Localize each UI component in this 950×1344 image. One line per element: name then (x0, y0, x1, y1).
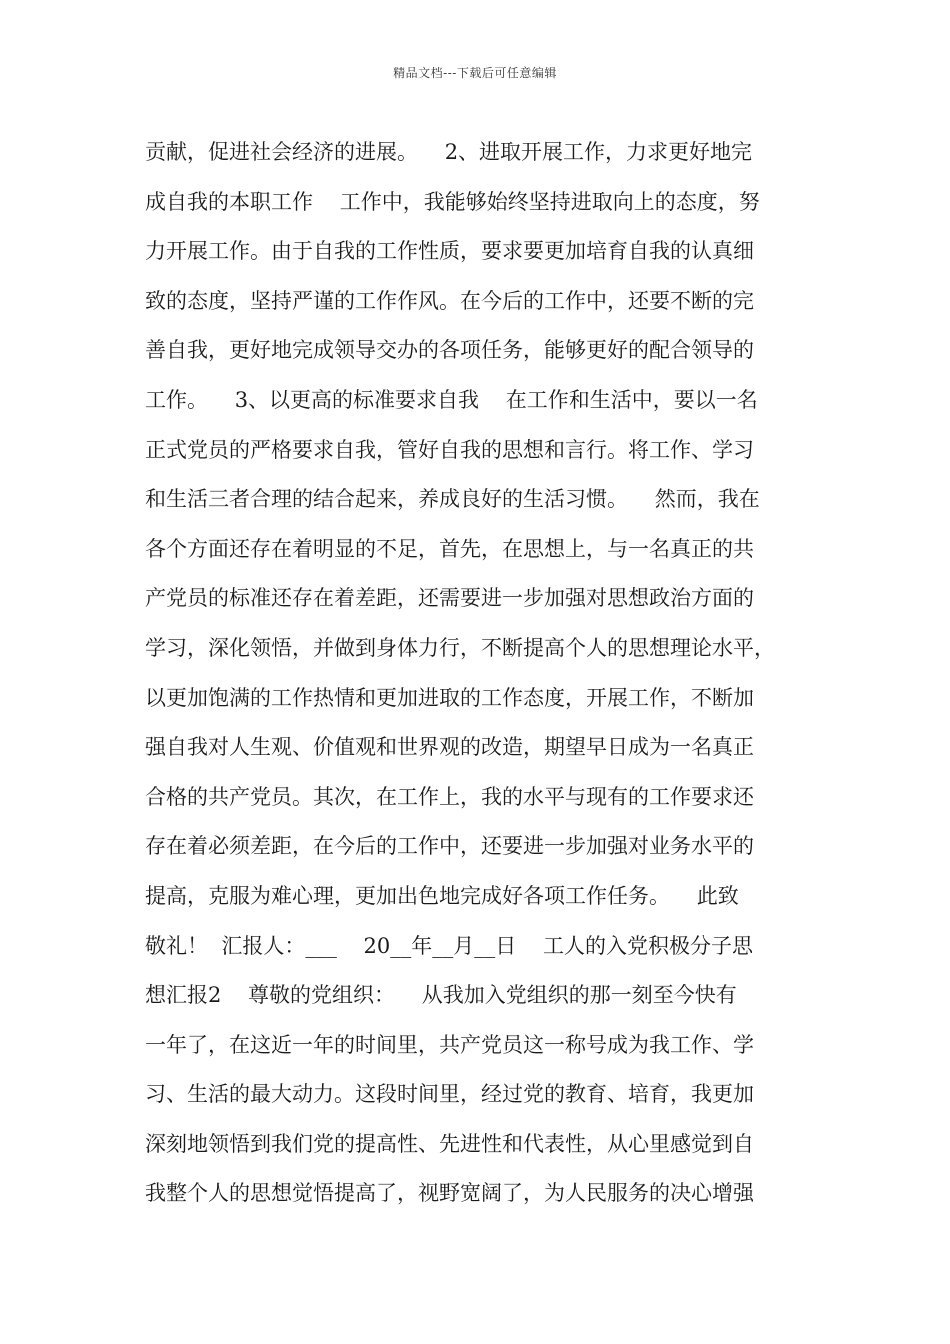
text-line: 深刻地领悟到我们党的提高性、先进性和代表性，从心里感觉到自 (145, 1131, 754, 1156)
text-line: 以更加饱满的工作热情和更加进取的工作态度，开展工作，不断加 (145, 685, 754, 710)
text-line: 正式党员的严格要求自我，管好自我的思想和言行。将工作、学习 (145, 437, 754, 462)
text-line: 工作。 3、以更高的标准要求自我 在工作和生活中，要以一名 (145, 387, 758, 412)
text-line: 致的态度，坚持严谨的工作作风。在今后的工作中，还要不断的完 (145, 288, 754, 313)
text-line: 敬礼！ 汇报人：___ 20__年__月__日 工人的入党积极分子思 (145, 933, 753, 958)
text-line: 各个方面还存在着明显的不足，首先，在思想上，与一名真正的共 (145, 536, 754, 561)
text-line: 成自我的本职工作 工作中，我能够始终坚持进取向上的态度，努 (145, 189, 760, 214)
text-line: 存在着必须差距，在今后的工作中，还要进一步加强对业务水平的 (145, 834, 754, 859)
text-line: 强自我对人生观、价值观和世界观的改造，期望早日成为一名真正 (145, 735, 754, 760)
text-line: 习、生活的最大动力。这段时间里，经过党的教育、培育，我更加 (145, 1082, 754, 1107)
text-line: 善自我，更好地完成领导交办的各项任务，能够更好的配合领导的 (145, 338, 754, 363)
text-line: 力开展工作。由于自我的工作性质，要求要更加培育自我的认真细 (145, 239, 754, 264)
page-header: 精品文档---下载后可任意编辑 (393, 66, 557, 80)
document-body (145, 128, 825, 1219)
text-line: 和生活三者合理的结合起来，养成良好的生活习惯。 然而，我在 (145, 487, 760, 512)
text-line: 我整个人的思想觉悟提高了，视野宽阔了，为人民服务的决心增强 (145, 1181, 754, 1206)
text-line: 产党员的标准还存在着差距，还需要进一步加强对思想政治方面的 (145, 586, 754, 611)
text-line: 学习，深化领悟，并做到身体力行，不断提高个人的思想理论水平， (145, 635, 775, 660)
text-line: 合格的共产党员。其次，在工作上，我的水平与现有的工作要求还 (145, 784, 754, 809)
text-line: 贡献，促进社会经济的进展。 2、进取开展工作，力求更好地完 (145, 140, 753, 164)
text-line: 提高，克服为难心理，更加出色地完成好各项工作任务。 此致 (145, 883, 739, 908)
text-line: 一年了，在这近一年的时间里，共产党员这一称号成为我工作、学 (145, 1032, 754, 1057)
text-line: 想汇报2 尊敬的党组织： 从我加入党组织的那一刻至今快有 (145, 983, 737, 1008)
